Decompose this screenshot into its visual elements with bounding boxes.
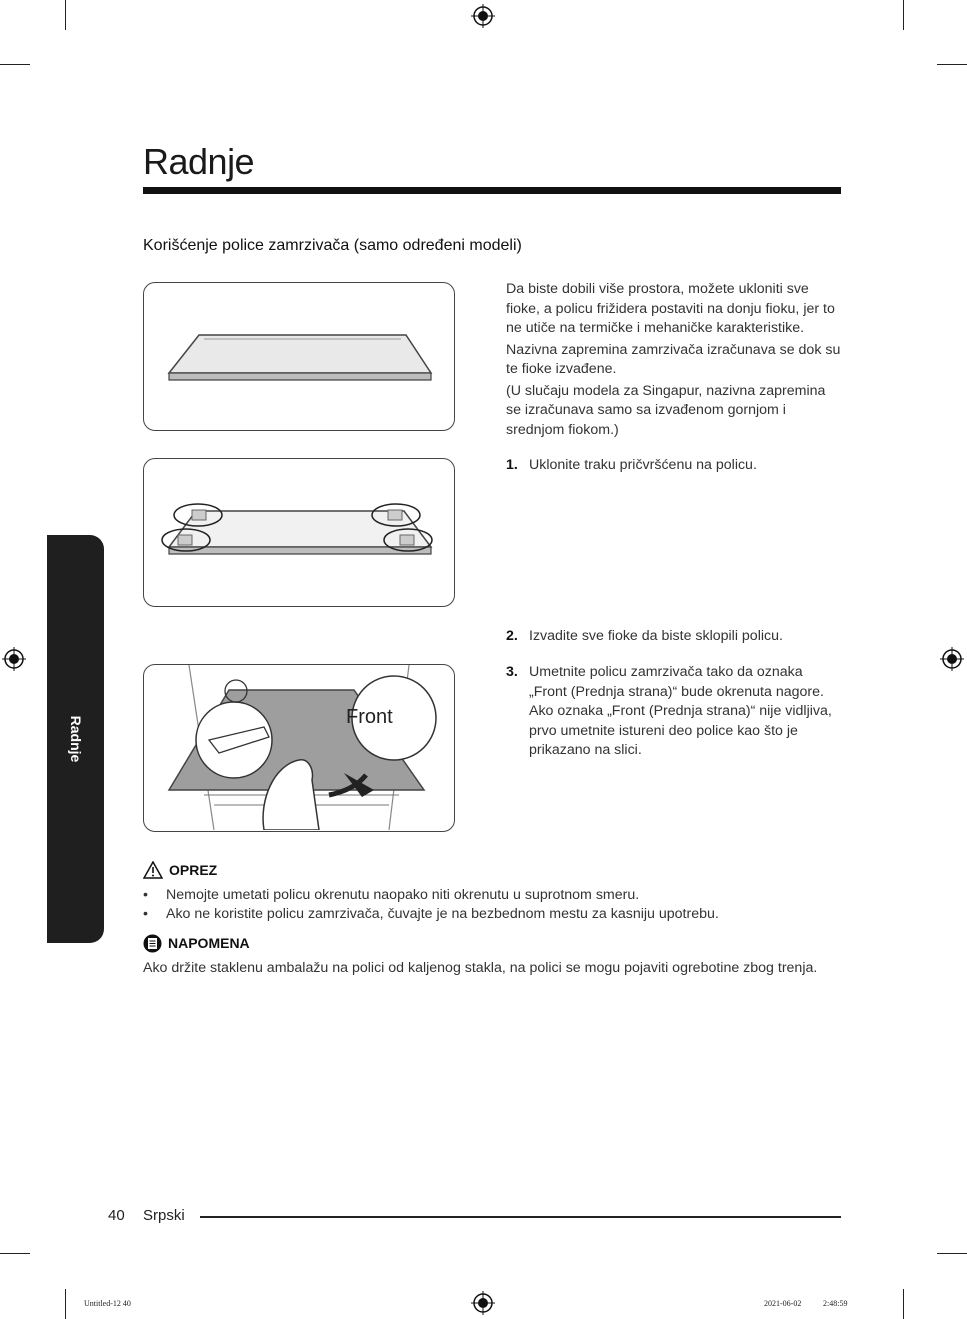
caution-item: • Ako ne koristite policu zamrzivača, čuvajte je na bezbednom mestu za kasniju upotrebu. [143,905,843,924]
note-header [143,933,250,953]
step-text: Uklonite traku pričvršćenu na policu. [529,457,757,473]
intro-paragraph: Da biste dobili više prostora, možete ukloniti sve fioke, a policu frižidera postaviti na donju fioku, jer to ne utiče na termičke i mehaničke karakteristike. [506,281,835,336]
crop-mark [903,1289,904,1319]
caution-title: OPREZ [169,862,218,878]
footer-rule [200,1216,841,1218]
print-date: 2021-06-02 [764,1299,802,1308]
intro-text [506,280,842,440]
caution-item-text: Nemojte umetati policu okrenutu naopako niti okrenutu u suprotnom smeru. [166,887,640,903]
page-title: Radnje [143,141,255,182]
caution-item-text: Ako ne koristite policu zamrzivača, čuvajte je na bezbednom mestu za kasniju upotrebu. [166,906,719,922]
note-icon [143,934,162,953]
step-number: 2. [506,628,518,644]
shelf-illustration [144,283,453,429]
registration-mark-icon [471,4,495,28]
step-1 [506,456,841,476]
crop-mark [65,0,66,30]
title-rule [143,187,841,194]
step-number: 3. [506,664,518,680]
note-text: Ako držite staklenu ambalažu na polici od kaljenog stakla, na polici se mogu pojaviti ogrebotine zbog trenja. [143,960,818,976]
intro-paragraph: (U slučaju modela za Singapur, nazivna zapremina se izračunava samo sa izvađenom gornjom i srednjom fiokom.) [506,382,826,438]
figure-insert-panel [143,664,455,832]
crop-mark [65,1289,66,1319]
side-tab-label: Radnje [67,715,84,763]
caution-header [143,860,217,880]
section-heading: Korišćenje police zamrzivača (samo određeni modeli) [143,237,522,254]
crop-mark [903,0,904,30]
shelf-insert-illustration [144,665,453,830]
crop-mark [937,64,967,65]
intro-paragraph: Nazivna zapremina zamrzivača izračunava se dok su te fioke izvađene. [506,341,841,377]
step-text: Izvadite sve fioke da biste sklopili policu. [529,628,783,644]
shelf-tape-illustration [144,459,453,605]
crop-mark [0,1253,30,1254]
crop-mark [937,1253,967,1254]
step-3 [506,663,841,761]
step-number: 1. [506,457,518,473]
warning-triangle-icon [143,861,163,879]
note-title: NAPOMENA [168,935,250,951]
figure-tape-panel [143,458,455,607]
step-2 [506,627,841,647]
front-label: Front [346,706,393,728]
step-text: Umetnite policu zamrzivača tako da oznaka „Front (Prednja strana)“ bude okrenuta nagore. Ako oznaka „Front (Prednja strana)“ nije vidljiva, prvo umetnite istureni deo police kao što je prikazano na slici. [529,664,832,758]
registration-mark-icon [471,1291,495,1315]
page-number: 40 [108,1207,125,1224]
print-time: 2:48:59 [823,1299,848,1308]
registration-mark-icon [2,647,26,671]
figure-shelf-panel [143,282,455,431]
side-tab [47,535,104,943]
print-file-label: Untitled-12 40 [84,1299,131,1308]
footer-language: Srpski [143,1207,185,1224]
registration-mark-icon [940,647,964,671]
crop-mark [0,64,30,65]
caution-item: • Nemojte umetati policu okrenutu naopako niti okrenutu u suprotnom smeru. [143,886,843,905]
